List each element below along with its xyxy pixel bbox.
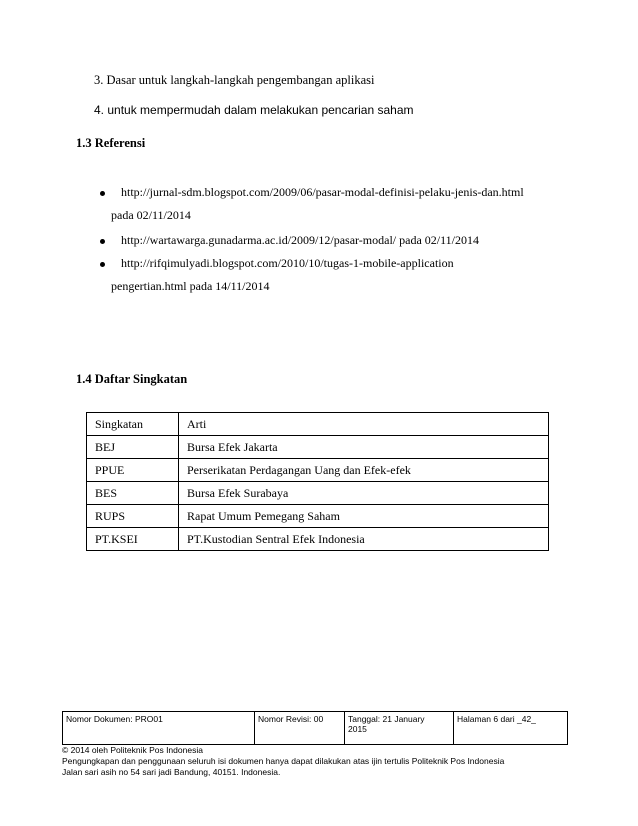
table-header-cell: Singkatan — [87, 413, 179, 436]
table-header-cell: Arti — [179, 413, 549, 436]
table-cell-meaning: PT.Kustodian Sentral Efek Indonesia — [179, 528, 549, 551]
table-header-row — [87, 413, 549, 436]
table-cell-abbr: PT.KSEI — [87, 528, 179, 551]
section-heading-referensi: 1.3 Referensi — [76, 136, 146, 150]
table-cell-abbr: PPUE — [87, 459, 179, 482]
table-cell-meaning: Perserikatan Perdagangan Uang dan Efek-efek — [179, 459, 549, 482]
reference-link-3[interactable]: http://rifqimulyadi.blogspot.com/2010/10/tugas-1-mobile-application — [121, 256, 454, 270]
table-cell-meaning: Rapat Umum Pemegang Saham — [179, 505, 549, 528]
document-footer-table — [62, 711, 568, 745]
bullet-icon — [100, 191, 105, 196]
footer-address: Jalan sari asih no 54 sari jadi Bandung, 40151. Indonesia. — [62, 767, 281, 777]
bullet-icon — [100, 239, 105, 244]
reference-link-1[interactable]: http://jurnal-sdm.blogspot.com/2009/06/pasar-modal-definisi-pelaku-jenis-dan.html — [121, 185, 524, 199]
footer-nomor-revisi: Nomor Revisi: 00 — [255, 712, 345, 745]
reference-continuation-1: pada 02/11/2014 — [111, 208, 191, 222]
table-cell-abbr: BEJ — [87, 436, 179, 459]
footer-copyright: © 2014 oleh Politeknik Pos Indonesia — [62, 745, 203, 755]
list-item-3: 3. Dasar untuk langkah-langkah pengembangan aplikasi — [94, 73, 375, 87]
footer-tanggal-line2: 2015 — [348, 724, 367, 734]
footer-halaman: Halaman 6 dari _42_ — [454, 712, 568, 745]
table-cell-meaning: Bursa Efek Surabaya — [179, 482, 549, 505]
table-row — [87, 436, 549, 459]
table-cell-abbr: BES — [87, 482, 179, 505]
reference-continuation-3: pengertian.html pada 14/11/2014 — [111, 279, 270, 293]
section-heading-daftar-singkatan: 1.4 Daftar Singkatan — [76, 372, 188, 386]
table-cell-meaning: Bursa Efek Jakarta — [179, 436, 549, 459]
table-row — [87, 459, 549, 482]
footer-tanggal-line1: Tanggal: 21 January — [348, 714, 425, 724]
footer-nomor-dokumen: Nomor Dokumen: PRO01 — [63, 712, 255, 745]
table-row — [87, 505, 549, 528]
bullet-icon — [100, 262, 105, 267]
table-row — [87, 482, 549, 505]
footer-tanggal — [345, 712, 454, 745]
abbreviation-table — [86, 412, 549, 551]
table-row — [87, 528, 549, 551]
footer-notice: Pengungkapan dan penggunaan seluruh isi dokumen hanya dapat dilakukan atas ijin tertulis Politeknik Pos Indonesia — [62, 756, 505, 766]
table-cell-abbr: RUPS — [87, 505, 179, 528]
list-item-4: 4. untuk mempermudah dalam melakukan pencarian saham — [94, 103, 414, 117]
reference-link-2[interactable]: http://wartawarga.gunadarma.ac.id/2009/12/pasar-modal/ pada 02/11/2014 — [121, 233, 479, 247]
